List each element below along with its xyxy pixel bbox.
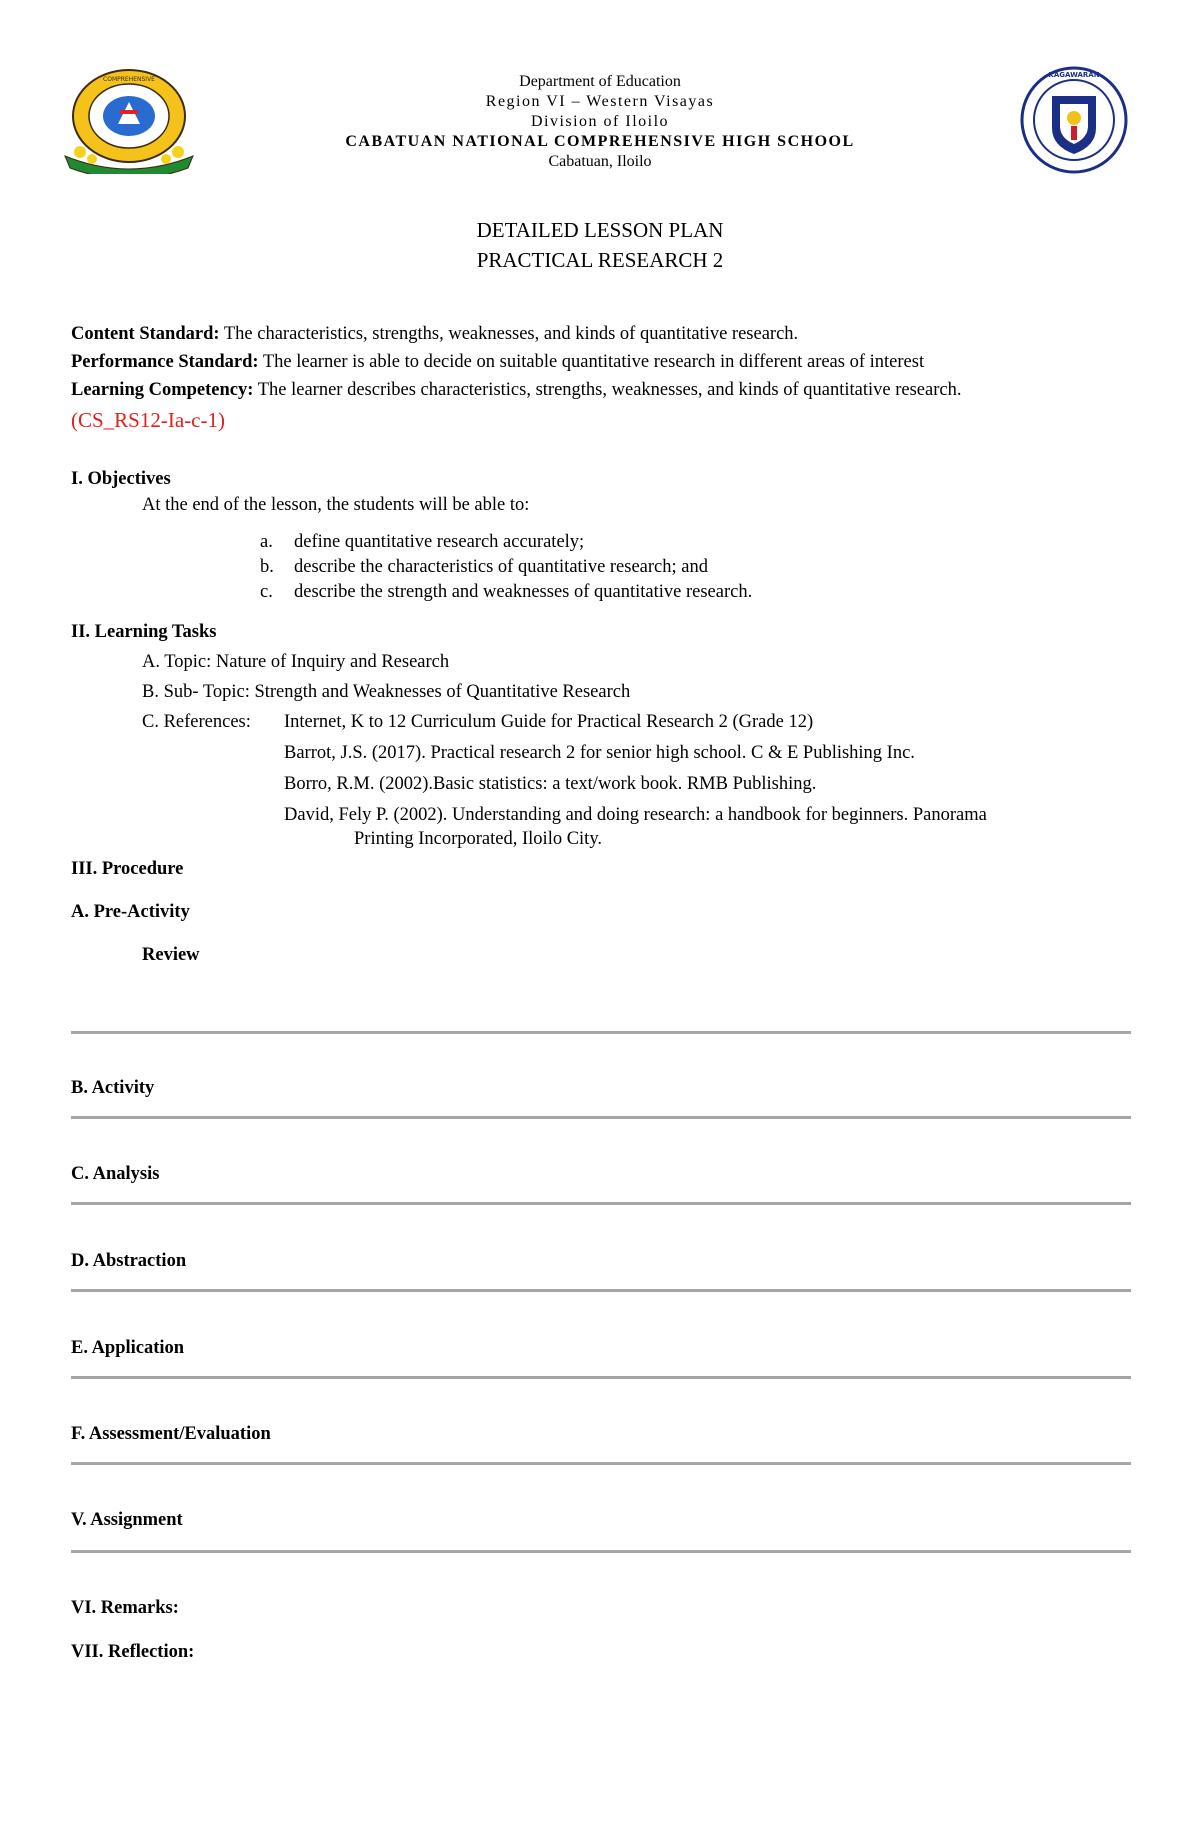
assessment-heading: F. Assessment/Evaluation	[71, 1424, 271, 1444]
reflection-heading: VII. Reflection:	[71, 1642, 195, 1662]
reference-item: Barrot, J.S. (2017). Practical research 2 for senior high school. C & E Publishing Inc.	[284, 743, 915, 763]
header-department: Department of Education	[519, 73, 681, 90]
document-subtitle: PRACTICAL RESEARCH 2	[476, 248, 724, 272]
learning-tasks-heading: II. Learning Tasks	[71, 622, 217, 642]
objective-text: define quantitative research accurately;	[294, 532, 585, 552]
content-standard-text: The characteristics, strengths, weaknesses, and kinds of quantitative research.	[223, 324, 799, 344]
reference-item: David, Fely P. (2002). Understanding and doing research: a handbook for beginners. Panorama	[284, 805, 987, 825]
section-divider	[71, 1289, 1131, 1292]
performance-standard-label: Performance Standard:	[71, 352, 259, 372]
section-divider	[71, 1462, 1131, 1465]
learning-competency	[71, 378, 961, 402]
analysis-heading: C. Analysis	[71, 1164, 160, 1184]
content-standard-label: Content Standard:	[71, 324, 220, 344]
learning-competency-text: The learner describes characteristics, strengths, weaknesses, and kinds of quantitative research.	[257, 380, 962, 400]
section-divider	[71, 1376, 1131, 1379]
pre-activity-heading: A. Pre-Activity	[71, 902, 190, 922]
activity-heading: B. Activity	[71, 1078, 155, 1098]
objective-letter: a.	[260, 532, 273, 552]
objective-letter: b.	[260, 557, 274, 577]
procedure-heading: III. Procedure	[71, 859, 184, 879]
review-heading: Review	[142, 945, 200, 965]
performance-standard-text: The learner is able to decide on suitable quantitative research in different areas of interest	[262, 352, 925, 372]
references-label: C. References:	[142, 712, 251, 732]
reference-item: Borro, R.M. (2002).Basic statistics: a text/work book. RMB Publishing.	[284, 774, 817, 794]
header-town: Cabatuan, Iloilo	[548, 153, 652, 170]
topic: A. Topic: Nature of Inquiry and Research	[142, 652, 450, 672]
header-school: CABATUAN NATIONAL COMPREHENSIVE HIGH SCHOOL	[345, 133, 855, 150]
objectives-intro: At the end of the lesson, the students will be able to:	[142, 495, 530, 515]
abstraction-heading: D. Abstraction	[71, 1251, 187, 1271]
section-divider	[71, 1031, 1131, 1034]
application-heading: E. Application	[71, 1338, 185, 1358]
assignment-heading: V. Assignment	[71, 1510, 183, 1530]
learning-competency-label: Learning Competency:	[71, 380, 254, 400]
header-division: Division of Iloilo	[530, 113, 670, 130]
objective-text: describe the characteristics of quantitative research; and	[294, 557, 708, 577]
competency-code: (CS_RS12-Ia-c-1)	[71, 408, 225, 432]
document-title: DETAILED LESSON PLAN	[476, 218, 724, 242]
content-standard	[71, 322, 798, 346]
objective-text: describe the strength and weaknesses of quantitative research.	[294, 582, 753, 602]
objectives-heading: I. Objectives	[71, 469, 171, 489]
section-divider	[71, 1116, 1131, 1119]
remarks-heading: VI. Remarks:	[71, 1598, 179, 1618]
svg-text:COMPREHENSIVE: COMPREHENSIVE	[103, 76, 155, 83]
performance-standard	[71, 350, 924, 374]
subtopic: B. Sub- Topic: Strength and Weaknesses of Quantitative Research	[142, 682, 631, 702]
svg-text:KAGAWARAN: KAGAWARAN	[1048, 71, 1100, 79]
reference-continuation: Printing Incorporated, Iloilo City.	[354, 829, 602, 849]
header-region: Region VI – Western Visayas	[485, 93, 715, 110]
section-divider	[71, 1202, 1131, 1205]
objective-letter: c.	[260, 582, 273, 602]
reference-item: Internet, K to 12 Curriculum Guide for Practical Research 2 (Grade 12)	[284, 712, 814, 732]
section-divider	[71, 1550, 1131, 1553]
